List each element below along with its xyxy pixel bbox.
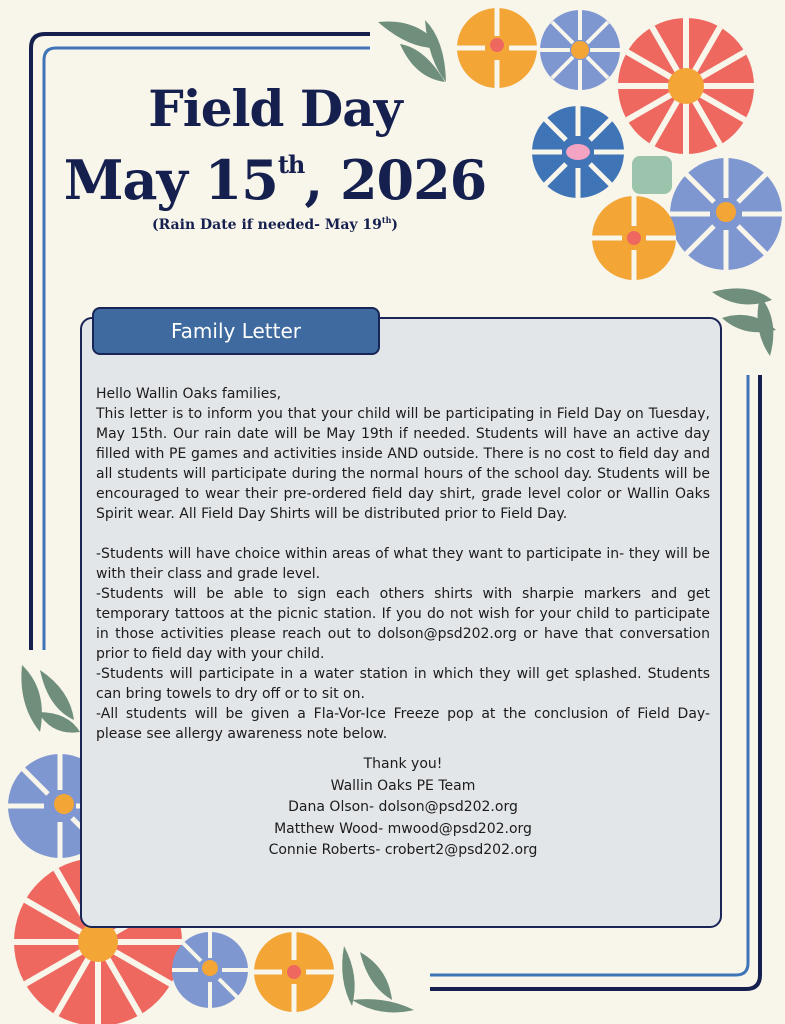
signoff-team: Wallin Oaks PE Team	[330, 777, 476, 794]
leaf-bottom-icon	[342, 946, 414, 1012]
title-block	[60, 79, 490, 234]
flower-periwinkle-top-icon	[540, 10, 620, 90]
letter-bullet: -All students will be given a Fla-Vor-Ice Freeze pop at the conclusion of Field Day- please see allergy awareness note below.	[96, 706, 710, 742]
rain-date-main: (Rain Date if needed- May 19	[151, 217, 382, 233]
letter-body	[96, 384, 710, 862]
flower-orange-top-icon	[457, 8, 537, 88]
event-date-main: May 15	[63, 148, 278, 212]
leaf-top-icon	[378, 20, 446, 82]
rain-date-close: )	[391, 217, 399, 233]
signoff-contact: Matthew Wood- mwood@psd202.org	[274, 820, 532, 837]
letter-greeting: Hello Wallin Oaks families,	[96, 386, 282, 402]
leaf-left-icon	[21, 665, 80, 733]
flower-periwinkle-bottom-icon	[172, 932, 248, 1008]
rain-date-note	[60, 211, 490, 234]
flower-periwinkle-right-icon	[670, 158, 782, 270]
letter-bullet: -Students will participate in a water station in which they will get splashed. Students can bring towels to dry off or to sit on.	[96, 666, 710, 702]
rain-date-ordinal: th	[381, 215, 392, 225]
letter-signoff	[96, 754, 710, 862]
letter-bullet: -Students will be able to sign each others shirts with sharpie markers and get temporary tattoos at the picnic station. If you do not wish for your child to participate in those activities please reach out to dolson@psd202.org or have that conversation prior to field day with your child.	[96, 586, 710, 662]
mint-square-icon	[632, 156, 672, 194]
card-header-tab: Family Letter	[92, 307, 380, 355]
event-date-ordinal: th	[277, 150, 305, 179]
page-title: Field Day	[148, 79, 402, 138]
flower-blue-icon	[532, 106, 624, 198]
flower-orange-bottom-icon	[254, 932, 334, 1012]
signoff-contact: Connie Roberts- crobert2@psd202.org	[268, 842, 538, 858]
flower-orange-mid-icon	[592, 196, 676, 280]
letter-bullet: -Students will have choice within areas of what they want to participate in- they will be with their class and grade level.	[96, 546, 710, 582]
event-date-year: , 2026	[304, 148, 487, 212]
signoff-contact: Dana Olson- dolson@psd202.org	[288, 799, 518, 815]
letter-intro: This letter is to inform you that your child will be participating in Field Day on Tuesday, May 15th. Our rain date will be May 19th if needed. Students will have an active day filled with PE games and activities inside AND outside. There is no cost to field day and all students will participate during the normal hours of the school day. Students will be encouraged to wear their pre-ordered field day shirt, grade level color or Wallin Oaks Spirit wear. All Field Day Shirts will be distributed prior to Field Day.	[96, 406, 710, 522]
event-date	[60, 136, 490, 212]
signoff-thanks: Thank you!	[363, 756, 443, 772]
flower-red-large-icon	[618, 18, 754, 154]
